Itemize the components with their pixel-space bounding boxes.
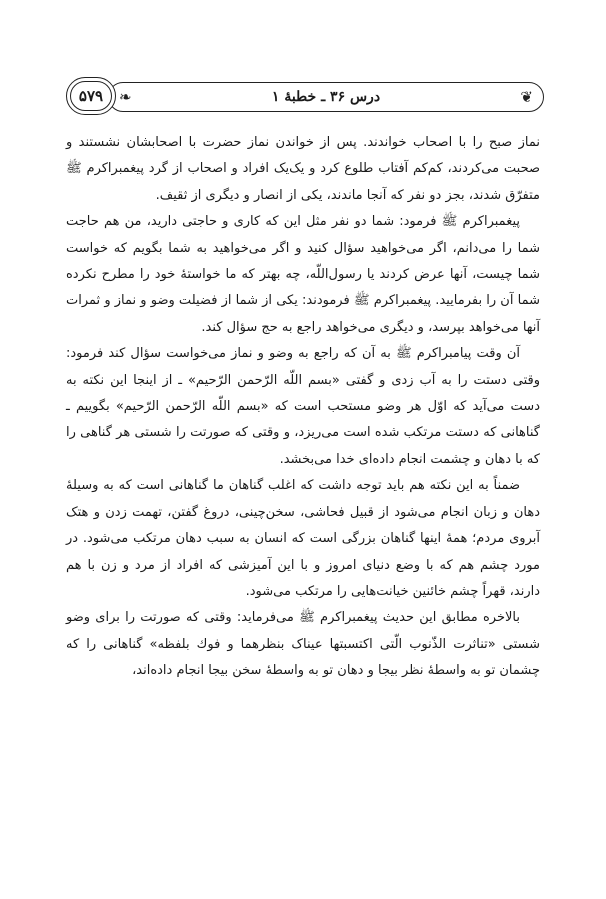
paragraph-3: آن وقت پیامبراکرم ﷺ به آن که راجع به وضو و نماز می‌خواست سؤال کند فرمود: وقتی دستت را به آب زدی و گفتی «بسم اللّه الرّحمن الرّحیم» ـ از اینجا این نکته به دست می‌آید که اوّل هر وضو مستحب است که «بسم اللّه الرّحمن الرّحیم» بگوییم ـ گناهانی که دستت مرتکب شده است می‌ریزد، و وقتی که صورتت را شستی هر گناهی را که با دهان و چشمت انجام داده‌ای خدا می‌بخشد. — [66, 346, 540, 467]
page-number-badge — [66, 77, 116, 115]
ornament-right-icon: ❦ — [520, 88, 533, 106]
lesson-title: درس ۳۶ ـ خطبهٔ ۱ — [271, 89, 381, 105]
page-number: ۵۷۹ — [78, 87, 104, 105]
paragraph-1: نماز صبح را با اصحاب خواندند. پس از خواندن نماز حضرت با اصحابشان نشستند و صحبت می‌کردند، کم‌کم آفتاب طلوع کرد و یک‌یک افراد و اصحاب از گرد پیغمبراکرم ﷺ متفرّق شدند، بجز دو نفر که آنجا ماندند، یکی از انصار و دیگری از ثقیف. — [66, 135, 540, 203]
header-frame — [108, 82, 544, 112]
paragraph-2: پیغمبراکرم ﷺ فرمود: شما دو نفر مثل این که کاری و حاجتی دارید، من هم حاجت شما را می‌دانم، اگر می‌خواهید سؤال کنید و اگر می‌خواهید به شما بگویم که خواست شما چیست، آنها عرض کردند یا رسول‌اللّه، چه بهتر که ما خواستهٔ خود را مطرح نکرده شما آن را بفرمایید. پیغمبراکرم ﷺ فرمودند: یکی از شما از فضیلت وضو و نماز و ثمرات آنها می‌خواهد بپرسد، و دیگری می‌خواهد راجع به حج سؤال کند. — [66, 214, 540, 335]
paragraph-4: ضمناً به این نکته هم باید توجه داشت که اغلب گناهان ما گناهانی است که به وسیلهٔ دهان و زبان انجام می‌شود از قبیل فحاشی، سخن‌چینی، دروغ گفتن، تهمت زدن و هتک آبروی مردم؛ همهٔ اینها گناهان بزرگی است که انسان به سبب دهان مرتکب می‌شود. در مورد چشم هم که با وضع دنیای امروز و با این آمیزشی که افراد از مرد و زن با هم دارند، قهراً چشم خائنین خیانت‌هایی را مرتکب می‌شود. — [66, 478, 540, 599]
main-text — [66, 130, 540, 685]
paragraph-5: بالاخره مطابق این حدیث پیغمبراکرم ﷺ می‌فرماید: وقتی که صورتت را برای وضو شستی «تناثرت الذّنوب الّتی اکتسبتها عیناک بنظرهما و فوك بلفظه» گناهانی را که چشمان تو به واسطهٔ نظر بیجا و دهان تو به واسطهٔ سخن بیجا انجام داده‌اند، — [66, 610, 540, 679]
ornament-left-icon: ❧ — [119, 88, 132, 106]
page-header — [66, 72, 544, 122]
